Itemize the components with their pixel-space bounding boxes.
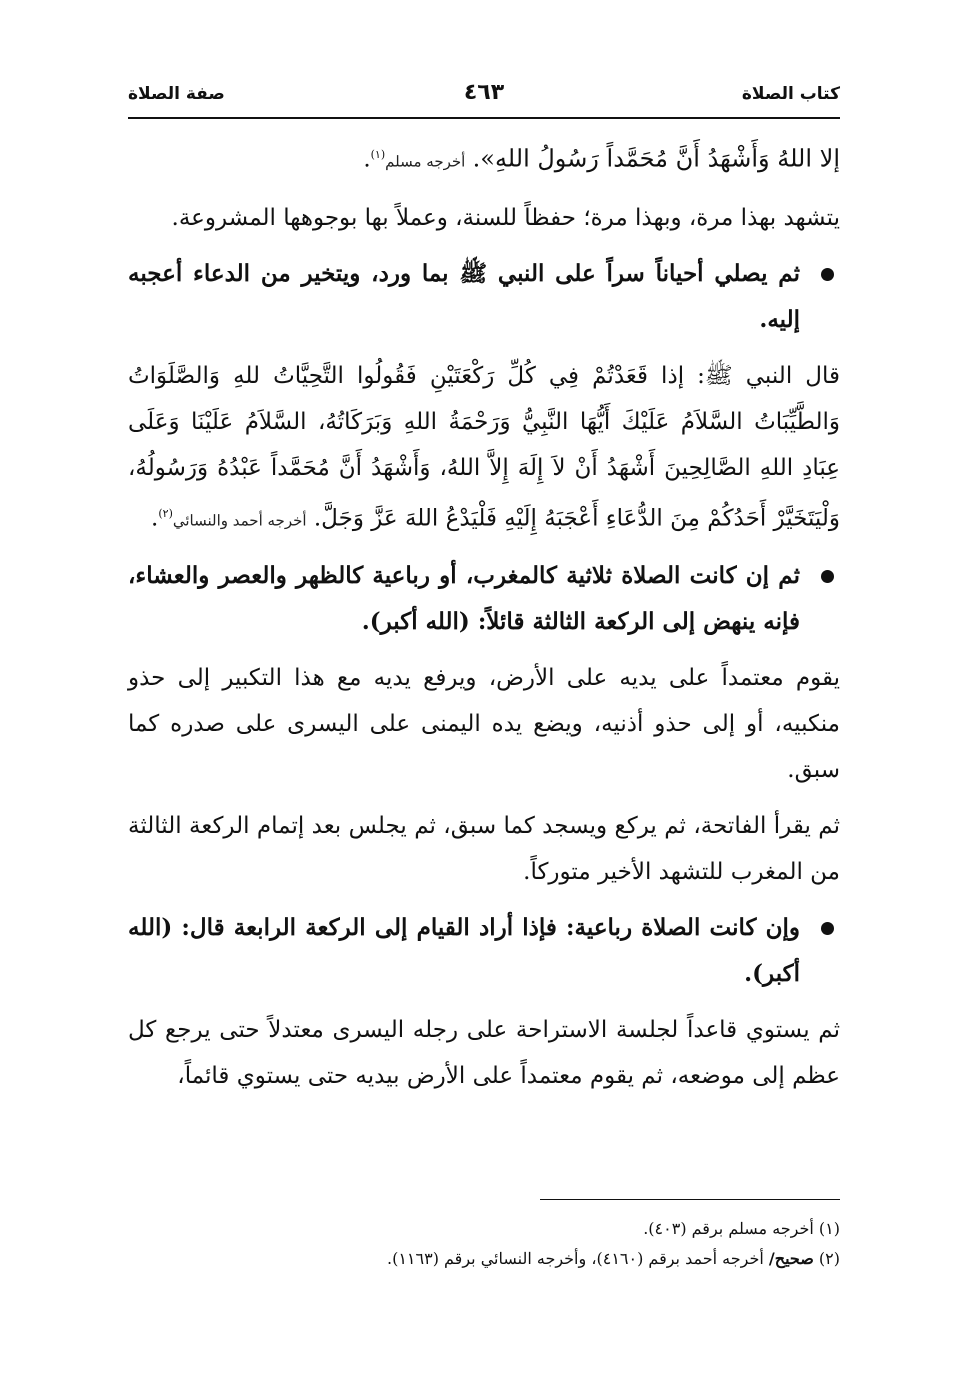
sentence-end: .	[363, 146, 371, 173]
footnote-2-grade: صحيح/	[768, 1249, 814, 1268]
footnote-2-number: (٢)	[818, 1249, 840, 1268]
main-text	[128, 132, 840, 1109]
paragraph-fatiha: ثم يقرأ الفاتحة، ثم يركع ويسجد كما سبق، ثم يجلس بعد إتمام الركعة الثالثة من المغرب للتشهد الأخير متوركاً.	[128, 813, 840, 886]
hadith-quote: إلا اللهُ وَأَشْهَدُ أَنَّ مُحَمَّداً رَسُولُ اللهِ».	[472, 144, 840, 173]
bullet-icon	[821, 570, 834, 583]
footnote-2-text: أخرجه أحمد برقم (٤١٦٠)، وأخرجه النسائي برقم (١١٦٣).	[387, 1249, 764, 1268]
footnote-1: (١) أخرجه مسلم برقم (٤٠٣).	[643, 1219, 840, 1238]
paragraph-tashahhud: يتشهد بهذا مرة، وبهذا مرة؛ حفظاً للسنة، وعملاً بها بوجوهها المشروعة.	[171, 204, 840, 231]
page-header	[128, 78, 840, 114]
hadith-reference: أخرجه مسلم	[385, 152, 466, 171]
paragraph-istiraha: ثم يستوي قاعداً لجلسة الاستراحة على رجله اليسرى معتدلاً حتى يرجع كل عظم إلى موضعه، ثم يقوم معتمداً على الأرض بيديه حتى يستوي قائماً،	[128, 1017, 840, 1090]
footnote-divider	[540, 1199, 840, 1200]
bullet-text: ثم إن كانت الصلاة ثلاثية كالمغرب، أو رباعية كالظهر والعصر والعشاء، فإنه ينهض إلى الركعة الثالثة قائلاً: (الله أكبر).	[128, 562, 800, 636]
bullet-fourth-rakah	[128, 905, 840, 997]
chapter-title: صفة الصلاة	[128, 84, 225, 104]
footnote-marker-2: (٢)	[158, 506, 173, 520]
bullet-icon	[821, 922, 834, 935]
book-title: كتاب الصلاة	[741, 84, 840, 104]
bullet-text: وإن كانت الصلاة رباعية: فإذا أراد القيام إلى الركعة الرابعة قال: (الله أكبر).	[128, 914, 800, 988]
page-number: ٤٦٣	[463, 80, 505, 105]
footnotes	[128, 1214, 840, 1274]
paragraph-hadith-end	[128, 132, 840, 185]
sentence-end: .	[151, 505, 159, 532]
bullet-icon	[821, 268, 834, 281]
header-divider	[128, 117, 840, 119]
paragraph-standing: يقوم معتمداً على يديه على الأرض، ويرفع يديه مع هذا التكبير إلى حذو منكبيه، أو إلى حذو أذنيه، ويضع يده اليمنى على اليسرى على صدره كما سبق.	[128, 665, 840, 784]
footnote-marker-1: (١)	[370, 148, 386, 161]
bullet-text: ثم يصلي أحياناً سراً على النبي ﷺ بما ورد، ويتخير من الدعاء أعجبه إليه.	[128, 259, 800, 333]
bullet-salat-on-prophet	[128, 251, 840, 343]
hadith-reference: أخرجه أحمد والنسائي	[172, 511, 307, 530]
hadith-text: قال النبي ﷺ: إذا قَعَدْتُمْ فِي كُلِّ رَكْعَتَيْنِ فَقُولُوا التَّحِيَّاتُ للهِ وَالصَّلَوَاتُ وَالطَّيِّبَاتُ السَّلاَمُ عَلَيْكَ أَيُّهَا النَّبِيُّ وَرَحْمَةُ اللهِ وَبَرَكَاتُهُ، السَّلاَمُ عَلَيْنَا وَعَلَى عِبَادِ اللهِ الصَّالِحِينَ أَشْهَدُ أَنْ لاَ إِلَهَ إِلاَّ اللهُ، وَأَشْهَدُ أَنَّ مُحَمَّداً عَبْدُهُ وَرَسُولُهُ، وَلْيَتَخَيَّرْ أَحَدُكُمْ مِنَ الدُّعَاءِ أَعْجَبَهُ إِلَيْهِ فَلْيَدْعُ اللهَ عَزَّ وَجَلَّ.	[128, 362, 840, 532]
bullet-third-rakah	[128, 553, 840, 645]
footnote-2	[128, 1244, 840, 1274]
paragraph-hadith-tahiyyat	[128, 353, 840, 544]
